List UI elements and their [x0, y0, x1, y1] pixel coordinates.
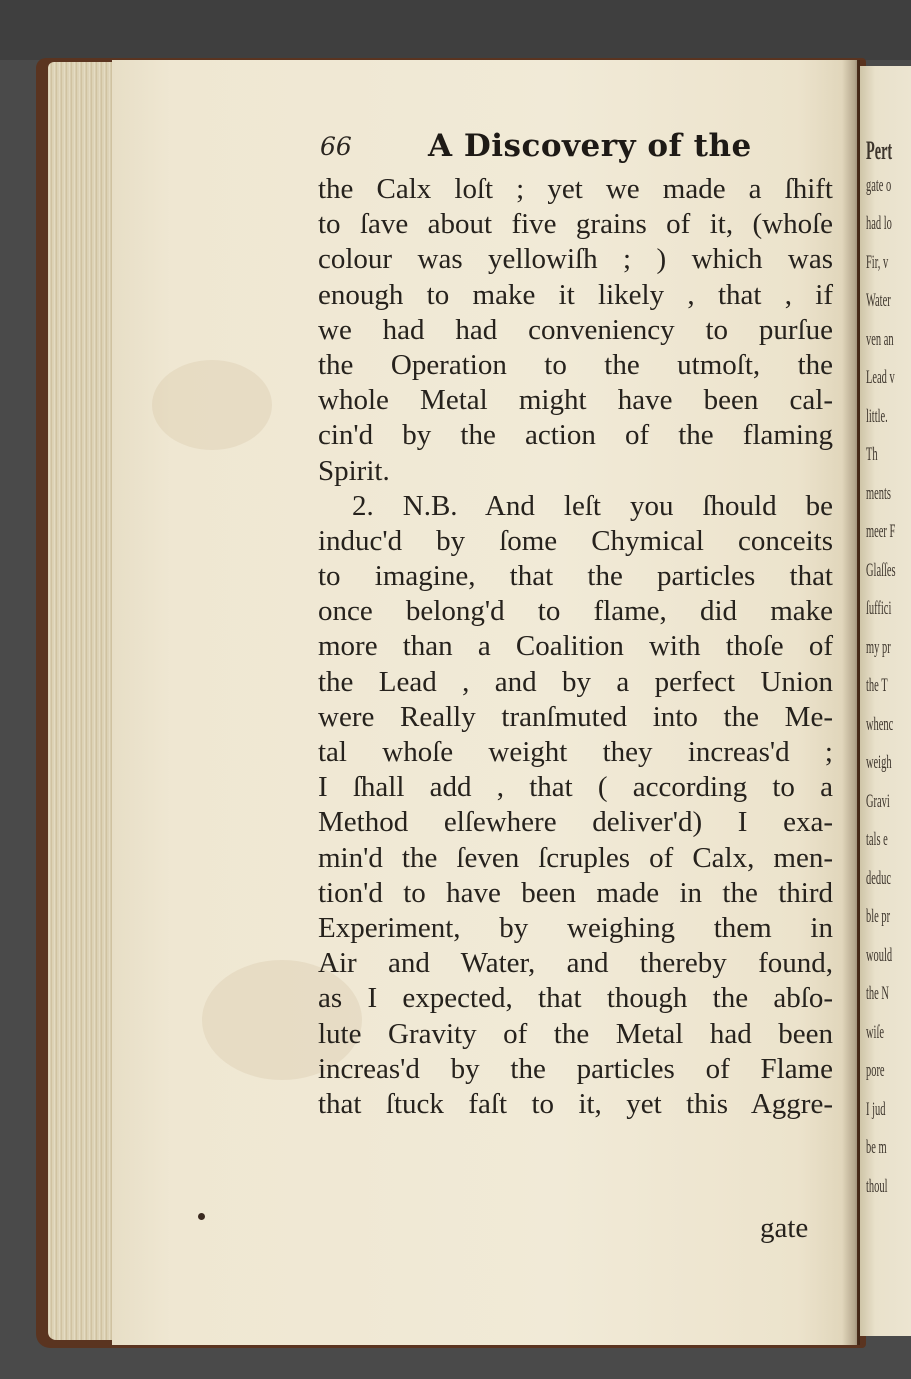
facing-page-fragment: my pr: [866, 636, 891, 658]
facing-page-fragment: Fir, v: [866, 251, 889, 273]
facing-page-fragment: ble pr: [866, 906, 891, 927]
facing-page-fragment: thoul: [866, 1175, 888, 1197]
text-line: the Calx loſt ; yet we made a ſhift: [318, 173, 833, 205]
facing-page-fragment: I jud: [866, 1098, 886, 1120]
body-text: [318, 172, 833, 1122]
facing-page-fragment: ſuffici: [866, 598, 892, 619]
facing-page-fragment: the T: [866, 675, 888, 696]
text-line: to ſave about five grains of it, (whoſe: [318, 208, 833, 241]
text-line: whole Metal might have been cal-: [318, 384, 833, 417]
facing-page-fragment: pore: [866, 1060, 885, 1081]
running-head: [320, 128, 840, 172]
facing-page-fragment: Pert: [866, 136, 893, 165]
facing-page-fragment: the N: [866, 983, 889, 1004]
text-line: more than a Coalition with thoſe of: [318, 630, 833, 663]
text-line: Air and Water, and thereby found,: [318, 947, 833, 980]
facing-page-fragment: ments: [866, 482, 891, 504]
page-edges: [48, 62, 118, 1340]
facing-page: [860, 66, 911, 1336]
facing-page-fragment: Th: [866, 444, 878, 465]
facing-page-fragment: had lo: [866, 213, 892, 234]
text-line: enough to make it likely , that , if: [318, 278, 833, 311]
text-line: 2. N.B. And leſt you ſhould be: [352, 489, 833, 522]
text-line: I ſhall add , that ( according to a: [318, 771, 833, 804]
scan-backdrop: [0, 0, 911, 60]
text-line: the Lead , and by a perfect Union: [318, 665, 833, 698]
text-line: that ſtuck faſt to it, yet this Aggre-: [318, 1087, 833, 1120]
facing-page-fragment: tals e: [866, 829, 888, 850]
facing-page-fragment: wiſe: [866, 1021, 884, 1043]
facing-page-fragment: gate o: [866, 174, 892, 196]
text-line: as I expected, that though the abſo-: [318, 982, 833, 1015]
text-line: tion'd to have been made in the third: [318, 876, 833, 909]
text-line: colour was yellowiſh ; ) which was: [318, 243, 833, 276]
text-line: lute Gravity of the Metal had been: [318, 1017, 833, 1050]
text-line: we had had conveniency to purſue: [318, 313, 833, 346]
running-head-title: A Discovery of the: [428, 128, 752, 164]
text-line: were Really tranſmuted into the Me-: [318, 700, 833, 733]
facing-page-fragment: ven an: [866, 328, 894, 350]
text-line: induc'd by ſome Chymical conceits: [318, 524, 833, 557]
facing-page-fragment: be m: [866, 1137, 887, 1158]
facing-page-fragment: Gravi: [866, 790, 890, 812]
ink-spot: [198, 1213, 205, 1220]
foxing-stain: [152, 360, 272, 450]
text-line: min'd the ſeven ſcruples of Calx, men-: [318, 841, 833, 874]
text-line: Experiment, by weighing them in: [318, 911, 833, 944]
text-line: once belong'd to flame, did make: [318, 595, 833, 628]
facing-page-fragment: Lead v: [866, 367, 895, 388]
facing-page-fragment: whenc: [866, 713, 894, 735]
facing-page-fragment: meer F: [866, 521, 896, 542]
text-line: tal whoſe weight they increas'd ;: [318, 736, 833, 768]
facing-page-fragment: would: [866, 944, 893, 966]
facing-page-fragment: weigh: [866, 752, 892, 773]
page-number: 66: [320, 132, 352, 161]
facing-page-fragment: Water: [866, 290, 891, 311]
facing-page-fragment: Glaſſes: [866, 559, 896, 581]
text-line: increas'd by the particles of Flame: [318, 1052, 833, 1085]
gutter-shadow: [842, 60, 860, 1345]
text-line: Spirit.: [318, 454, 390, 487]
show-through-text: [318, 1202, 738, 1224]
catchword: gate: [760, 1212, 809, 1244]
facing-page-fragment: little.: [866, 405, 888, 427]
text-line: the Operation to the utmoſt, the: [318, 348, 833, 381]
text-line: Method elſewhere deliver'd) I exa-: [318, 806, 833, 839]
text-line: to imagine, that the particles that: [318, 560, 833, 593]
text-line: cin'd by the action of the flaming: [318, 419, 833, 452]
facing-page-fragment: deduc: [866, 867, 891, 889]
